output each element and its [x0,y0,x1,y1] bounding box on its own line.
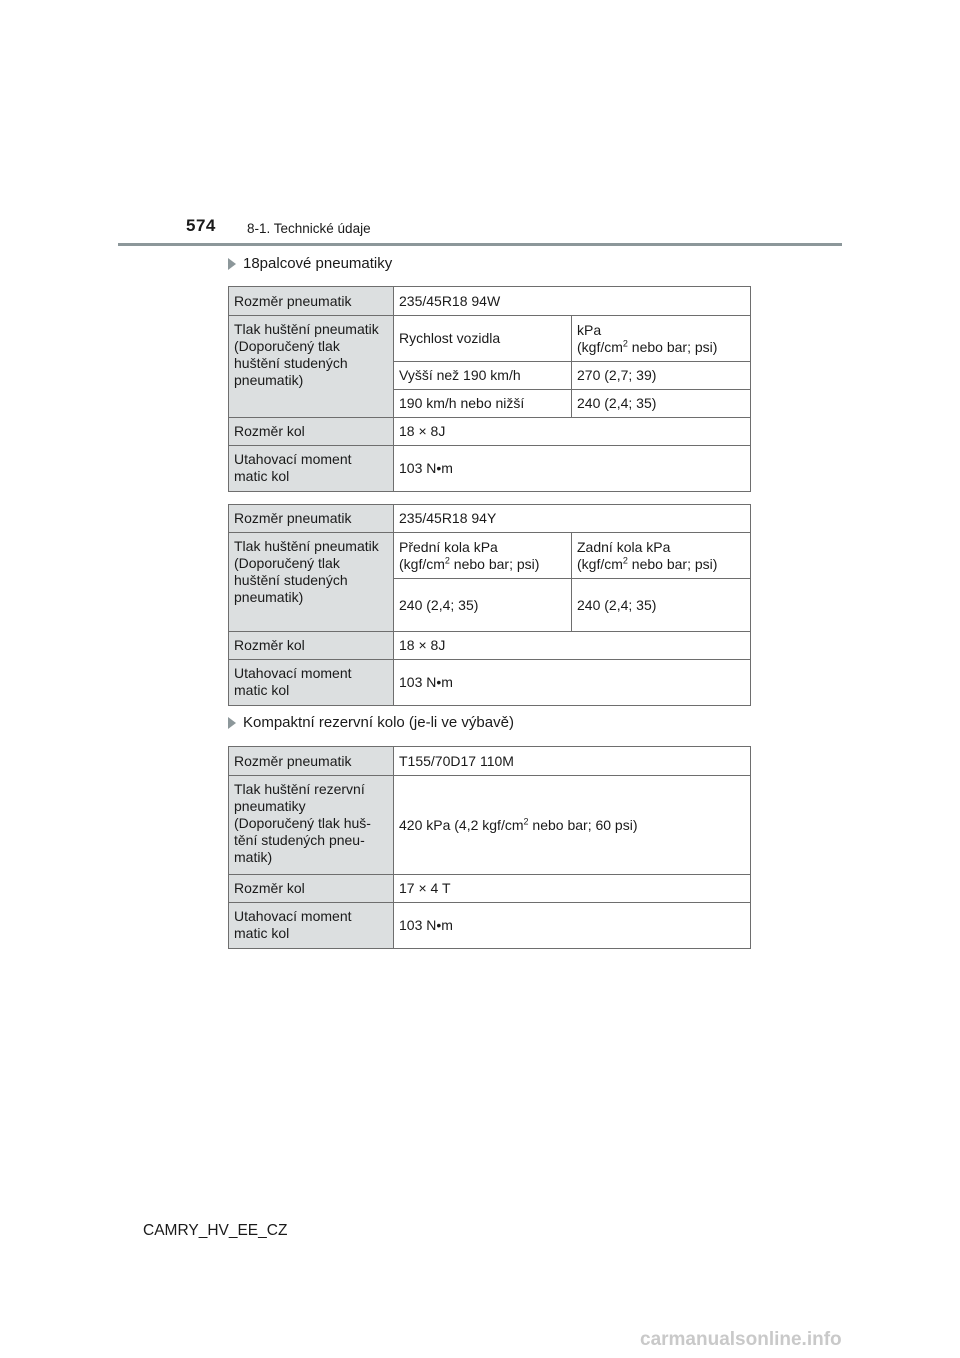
tire-size-label: Rozměr pneumatik [229,287,394,316]
table-row [229,418,751,446]
rear-header-line1: Zadní kola kPa [577,538,671,555]
table-row [229,875,751,903]
table-row [229,533,751,579]
rear-wheels-header [572,533,751,579]
torque-value: 103 N•m [394,903,751,949]
table-row [229,316,751,362]
heading-text: 18palcové pneumatiky [243,255,393,272]
tire-size-value: 235/45R18 94Y [394,505,751,533]
pressure-value-main: 420 kPa (4,2 kgf/cm [399,816,524,833]
kpa-header-rest: nebo bar; psi) [627,338,718,355]
heading-text: Kompaktní rezervní kolo (je-li ve výbavě) [243,714,514,731]
spec-table-18-w [228,286,751,492]
triangle-bullet-icon [228,717,236,729]
rear-header-rest: nebo bar; psi) [627,555,718,572]
kpa-header-line1: kPa [577,321,602,338]
spec-table-spare [228,746,751,949]
tire-size-value: T155/70D17 110M [394,747,751,776]
kpa-header [572,316,751,362]
torque-label: Utahovací moment matic kol [229,660,394,706]
page-number: 574 [186,216,216,235]
pressure-value-sup: 2 [523,815,529,826]
watermark: carmanualsonline.info [640,1329,842,1350]
table-row [229,287,751,316]
pressure-label: Tlak huštění pneumatik (Doporučený tlak huštění studených pneumatik) [229,316,394,418]
front-header-line1: Přední kola kPa [399,538,498,555]
table-row [229,776,751,875]
wheel-size-label: Rozměr kol [229,418,394,446]
table-row [229,660,751,706]
kpa-header-unit: (kgf/cm [577,338,623,355]
wheel-size-label: Rozměr kol [229,875,394,903]
header-divider [118,243,842,246]
front-header-rest: nebo bar; psi) [449,555,540,572]
rear-header-sup: 2 [622,554,628,565]
wheel-size-value: 18 × 8J [394,418,751,446]
torque-label: Utahovací moment matic kol [229,446,394,492]
pressure-cell: 270 (2,7; 39) [572,362,751,390]
kpa-header-sup: 2 [622,337,628,348]
speed-cell: 190 km/h nebo nižší [394,390,572,418]
wheel-size-value: 17 × 4 T [394,875,751,903]
front-header-sup: 2 [444,554,450,565]
front-wheels-header [394,533,572,579]
table-row [229,632,751,660]
heading-compact-spare [228,714,514,731]
front-header-unit: (kgf/cm [399,555,445,572]
triangle-bullet-icon [228,258,236,270]
heading-18-inch-tires [228,255,392,272]
table-row [229,747,751,776]
table-row [229,903,751,949]
wheel-size-label: Rozměr kol [229,632,394,660]
pressure-value-rest: nebo bar; 60 psi) [528,816,638,833]
pressure-label: Tlak huštění rezervní pneumatiky (Doporučený tlak huš- tění studených pneu- matik) [229,776,394,875]
tire-size-value: 235/45R18 94W [394,287,751,316]
torque-label: Utahovací moment matic kol [229,903,394,949]
spec-table-18-y [228,504,751,706]
pressure-label: Tlak huštění pneumatik (Doporučený tlak huštění studených pneumatik) [229,533,394,632]
torque-value: 103 N•m [394,446,751,492]
tire-size-label: Rozměr pneumatik [229,747,394,776]
pressure-value [394,776,751,875]
tire-size-label: Rozměr pneumatik [229,505,394,533]
table-row [229,505,751,533]
pressure-cell: 240 (2,4; 35) [572,390,751,418]
speed-cell: Vyšší než 190 km/h [394,362,572,390]
front-pressure-value: 240 (2,4; 35) [394,579,572,632]
torque-value: 103 N•m [394,660,751,706]
rear-header-unit: (kgf/cm [577,555,623,572]
speed-header: Rychlost vozidla [394,316,572,362]
section-title: 8-1. Technické údaje [247,221,371,236]
rear-pressure-value: 240 (2,4; 35) [572,579,751,632]
table-row [229,446,751,492]
footer-document-code: CAMRY_HV_EE_CZ [143,1222,288,1239]
wheel-size-value: 18 × 8J [394,632,751,660]
